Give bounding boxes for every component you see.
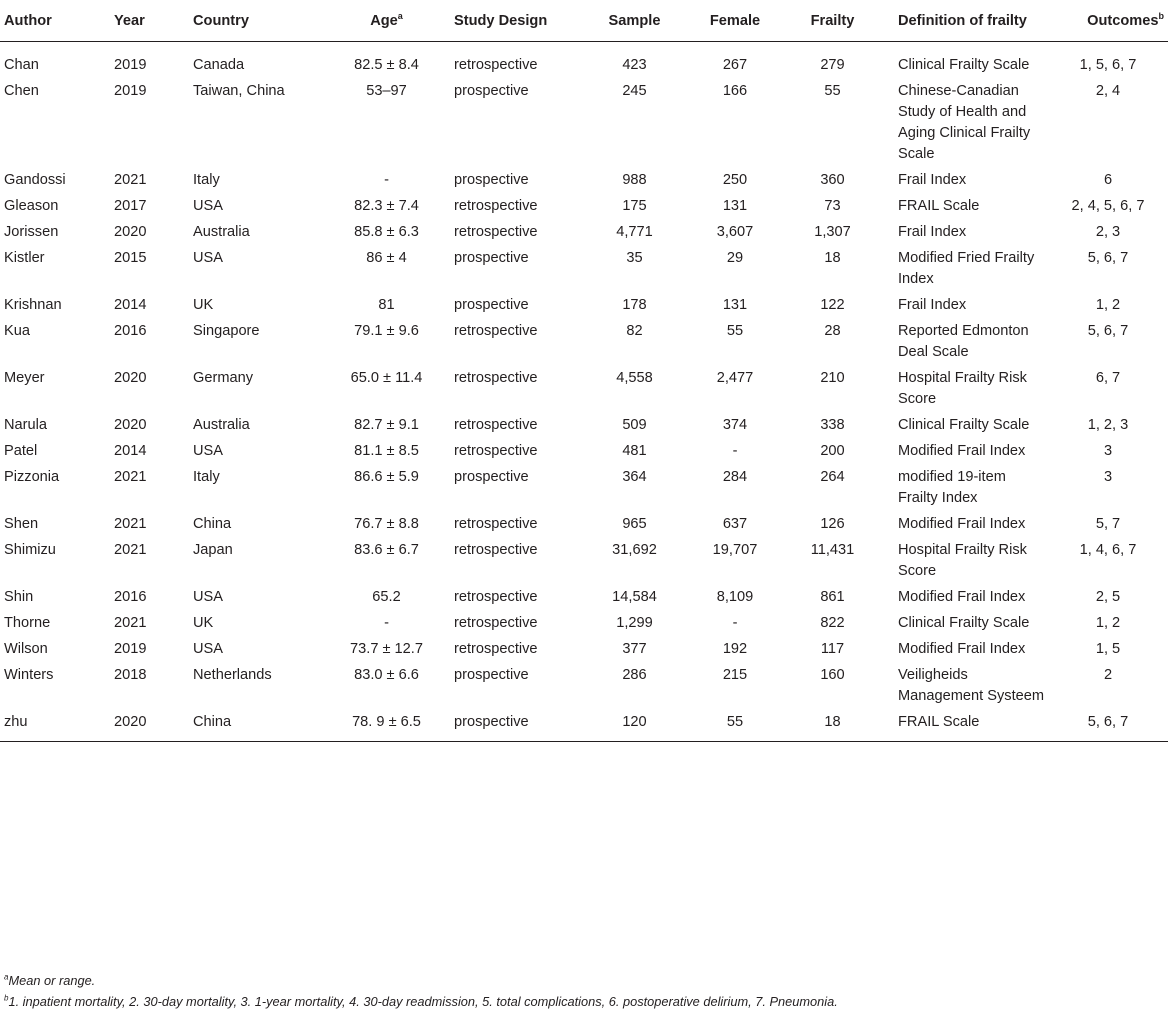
cell-year: 2018 [114, 667, 147, 683]
cell-age: - [384, 615, 389, 631]
cell-outcomes: 2, 3 [1095, 224, 1121, 240]
cell-study-design: retrospective [454, 443, 538, 459]
cell-outcomes: 2, 5 [1095, 589, 1121, 605]
cell-definition: Modified Frail Index [898, 641, 1026, 657]
cell-sample: 4,558 [616, 370, 653, 386]
cell-year: 2021 [114, 172, 147, 188]
cell-year: 2021 [114, 542, 147, 558]
cell-female: - [732, 615, 738, 631]
cell-frailty: 117 [820, 641, 845, 657]
cell-study-design: retrospective [454, 224, 538, 240]
header-definition: Definition of frailty [880, 0, 1048, 42]
cell-country: Japan [193, 542, 233, 558]
table-row [0, 410, 1168, 436]
cell-year: 2016 [114, 323, 147, 339]
cell-definition: Clinical Frailty Scale [898, 417, 1030, 433]
cell-definition: Reported Edmonton Deal Scale [898, 323, 1029, 360]
cell-outcomes: 5, 6, 7 [1087, 250, 1129, 266]
table-row [0, 42, 1168, 77]
cell-year: 2019 [114, 641, 147, 657]
cell-age: 83.0 ± 6.6 [354, 667, 419, 683]
table-row [0, 165, 1168, 191]
cell-sample: 364 [622, 469, 647, 485]
header-sample: Sample [584, 0, 685, 42]
cell-country: Italy [193, 469, 220, 485]
cell-author: Wilson [4, 641, 48, 657]
footnote-a [4, 970, 838, 991]
cell-study-design: prospective [454, 297, 529, 313]
cell-year: 2021 [114, 516, 147, 532]
cell-female: 250 [722, 172, 748, 188]
cell-age: 81 [378, 297, 395, 313]
cell-frailty: 73 [824, 198, 841, 214]
cell-year: 2021 [114, 469, 147, 485]
cell-author: Chen [4, 83, 39, 99]
cell-age: 86.6 ± 5.9 [354, 469, 419, 485]
cell-frailty: 279 [820, 57, 845, 73]
cell-frailty: 1,307 [814, 224, 851, 240]
cell-sample: 509 [622, 417, 647, 433]
cell-outcomes: 1, 5, 6, 7 [1079, 57, 1137, 73]
cell-country: Australia [193, 417, 250, 433]
cell-outcomes: 2 [1103, 667, 1113, 683]
cell-outcomes: 5, 6, 7 [1048, 707, 1168, 742]
table-row [0, 608, 1168, 634]
cell-sample: 4,771 [616, 224, 653, 240]
cell-definition: Frail Index [898, 297, 967, 313]
cell-female: 55 [726, 323, 744, 339]
cell-frailty: 210 [820, 370, 845, 386]
cell-female: 192 [722, 641, 748, 657]
cell-definition: Frail Index [898, 172, 967, 188]
cell-frailty: 55 [824, 83, 841, 99]
cell-age: 85.8 ± 6.3 [354, 224, 419, 240]
cell-age: 81.1 ± 8.5 [354, 443, 419, 459]
cell-country: USA [193, 641, 224, 657]
cell-author: Kua [4, 323, 30, 339]
cell-author: Shen [4, 516, 39, 532]
cell-study-design: retrospective [454, 323, 538, 339]
cell-study-design: retrospective [454, 370, 538, 386]
cell-outcomes: 6, 7 [1095, 370, 1121, 386]
cell-country: USA [193, 250, 224, 266]
table-row [0, 191, 1168, 217]
cell-sample: 175 [622, 198, 647, 214]
cell-sample: 423 [622, 57, 647, 73]
cell-outcomes: 6 [1103, 172, 1113, 188]
cell-author: zhu [0, 707, 114, 742]
cell-study-design: retrospective [454, 641, 538, 657]
cell-year: 2017 [114, 198, 147, 214]
cell-outcomes: 1, 2 [1095, 297, 1121, 313]
cell-age: 53–97 [366, 83, 407, 99]
cell-female: 215 [722, 667, 748, 683]
cell-age: 76.7 ± 8.8 [354, 516, 419, 532]
cell-author: Narula [4, 417, 47, 433]
cell-author: Chan [4, 57, 39, 73]
table-row [0, 76, 1168, 165]
cell-year: 2019 [114, 57, 147, 73]
cell-outcomes: 2, 4 [1095, 83, 1121, 99]
header-outcomes [1048, 0, 1168, 42]
cell-author: Thorne [4, 615, 51, 631]
cell-country: Italy [193, 172, 220, 188]
cell-female: 166 [722, 83, 748, 99]
cell-study-design: retrospective [454, 198, 538, 214]
cell-sample: 14,584 [612, 589, 657, 605]
header-frailty: Frailty [785, 0, 880, 42]
table-body [0, 42, 1168, 742]
cell-sample: 377 [622, 641, 647, 657]
cell-definition: Chinese-Canadian Study of Health and Aging Clinical Frailty Scale [898, 83, 1031, 162]
cell-country: UK [193, 615, 214, 631]
cell-author: Winters [4, 667, 54, 683]
cell-age: 78. 9 ± 6.5 [319, 707, 454, 742]
cell-age: 65.2 [372, 589, 401, 605]
cell-country: Netherlands [193, 667, 272, 683]
table-row [0, 634, 1168, 660]
cell-female: 8,109 [716, 589, 754, 605]
cell-definition: modified 19-item Frailty Index [898, 469, 1006, 506]
cell-age: - [384, 172, 389, 188]
cell-frailty: 28 [824, 323, 841, 339]
cell-frailty: 822 [820, 615, 845, 631]
table-row [0, 582, 1168, 608]
cell-country: China [193, 516, 232, 532]
cell-age: 82.7 ± 9.1 [354, 417, 419, 433]
cell-outcomes: 5, 7 [1095, 516, 1121, 532]
cell-country: USA [193, 589, 224, 605]
cell-definition: Clinical Frailty Scale [898, 615, 1030, 631]
cell-definition: Frail Index [898, 224, 967, 240]
cell-author: Kistler [4, 250, 45, 266]
table-row [0, 316, 1168, 363]
cell-sample: 481 [622, 443, 647, 459]
header-outcomes-label: Outcomes [1087, 13, 1159, 29]
cell-country: USA [193, 443, 224, 459]
cell-year: 2019 [114, 83, 147, 99]
cell-year: 2021 [114, 615, 147, 631]
cell-sample: 35 [626, 250, 643, 266]
cell-country: Australia [193, 224, 250, 240]
cell-frailty: 126 [820, 516, 845, 532]
table-row [0, 535, 1168, 582]
table-row [0, 509, 1168, 535]
cell-author: Jorissen [4, 224, 59, 240]
footnote-a-text: Mean or range. [8, 973, 96, 988]
cell-year: 2020 [114, 707, 193, 742]
cell-study-design: retrospective [454, 417, 538, 433]
cell-female: 284 [722, 469, 748, 485]
cell-female: 267 [722, 57, 748, 73]
cell-frailty: 18 [824, 250, 841, 266]
cell-year: 2016 [114, 589, 147, 605]
table-footnotes [4, 970, 838, 1012]
cell-country: Singapore [193, 323, 260, 339]
cell-outcomes: 2, 4, 5, 6, 7 [1071, 198, 1145, 214]
table-row [0, 243, 1168, 290]
header-country: Country [193, 0, 319, 42]
cell-sample: 965 [622, 516, 647, 532]
cell-year: 2014 [114, 443, 147, 459]
cell-outcomes: 3 [1103, 443, 1113, 459]
cell-sample: 120 [584, 707, 685, 742]
cell-study-design: prospective [454, 707, 584, 742]
cell-outcomes: 3 [1103, 469, 1113, 485]
cell-age: 73.7 ± 12.7 [350, 641, 423, 657]
cell-author: Patel [4, 443, 38, 459]
cell-sample: 31,692 [612, 542, 657, 558]
header-outcomes-footnote-mark: b [1158, 11, 1164, 22]
cell-frailty: 160 [820, 667, 845, 683]
cell-definition: Modified Fried Frailty Index [898, 250, 1035, 287]
cell-age: 82.5 ± 8.4 [354, 57, 419, 73]
cell-female: 19,707 [712, 542, 758, 558]
footnote-b-mark: b [4, 993, 9, 1003]
cell-sample: 988 [622, 172, 647, 188]
cell-female: 29 [726, 250, 744, 266]
cell-study-design: prospective [454, 667, 529, 683]
footnote-a-mark: a [4, 972, 9, 982]
cell-frailty: 200 [820, 443, 845, 459]
cell-female: 637 [722, 516, 748, 532]
cell-female: 55 [685, 707, 785, 742]
cell-author: Gleason [4, 198, 59, 214]
cell-year: 2015 [114, 250, 147, 266]
cell-year: 2014 [114, 297, 147, 313]
cell-definition: Veiligheids Management Systeem [898, 667, 1045, 704]
header-age [319, 0, 454, 42]
header-row [0, 0, 1168, 42]
cell-author: Meyer [4, 370, 45, 386]
cell-study-design: retrospective [454, 615, 538, 631]
cell-female: 2,477 [716, 370, 754, 386]
header-female: Female [685, 0, 785, 42]
cell-frailty: 360 [820, 172, 845, 188]
table-row [0, 707, 1168, 742]
header-age-label: Age [370, 13, 398, 29]
cell-female: 131 [722, 297, 748, 313]
cell-author: Gandossi [4, 172, 66, 188]
cell-sample: 178 [622, 297, 647, 313]
cell-frailty: 338 [820, 417, 845, 433]
footnote-b-text: 1. inpatient mortality, 2. 30-day mortality, 3. 1-year mortality, 4. 30-day readmission, 5. total complications, 6. postoperative delirium, 7. Pneumonia. [8, 994, 838, 1009]
cell-female: 374 [722, 417, 748, 433]
cell-age: 79.1 ± 9.6 [354, 323, 419, 339]
cell-year: 2020 [114, 370, 147, 386]
cell-outcomes: 1, 2 [1095, 615, 1121, 631]
cell-year: 2020 [114, 417, 147, 433]
cell-outcomes: 1, 4, 6, 7 [1079, 542, 1137, 558]
table-row [0, 290, 1168, 316]
cell-female: 3,607 [716, 224, 754, 240]
table-header [0, 0, 1168, 42]
cell-author: Shimizu [4, 542, 56, 558]
cell-frailty: 18 [785, 707, 880, 742]
cell-definition: Hospital Frailty Risk Score [898, 370, 1027, 407]
cell-sample: 82 [626, 323, 643, 339]
cell-study-design: retrospective [454, 542, 538, 558]
cell-country: Taiwan, China [193, 83, 285, 99]
cell-country: USA [193, 198, 224, 214]
cell-country: China [193, 707, 319, 742]
cell-study-design: retrospective [454, 57, 538, 73]
cell-frailty: 264 [820, 469, 845, 485]
cell-outcomes: 1, 5 [1095, 641, 1121, 657]
cell-age: 82.3 ± 7.4 [354, 198, 419, 214]
cell-definition: Clinical Frailty Scale [898, 57, 1030, 73]
table-row [0, 363, 1168, 410]
table-row [0, 462, 1168, 509]
cell-country: UK [193, 297, 214, 313]
cell-age: 83.6 ± 6.7 [354, 542, 419, 558]
table-row [0, 217, 1168, 243]
cell-definition: Modified Frail Index [898, 589, 1026, 605]
header-year: Year [114, 0, 193, 42]
cell-year: 2020 [114, 224, 147, 240]
header-age-footnote-mark: a [397, 11, 403, 22]
cell-study-design: prospective [454, 172, 529, 188]
cell-outcomes: 1, 2, 3 [1087, 417, 1129, 433]
cell-age: 65.0 ± 11.4 [350, 370, 423, 386]
cell-study-design: prospective [454, 469, 529, 485]
table-row [0, 660, 1168, 707]
cell-age: 86 ± 4 [366, 250, 407, 266]
cell-definition: Modified Frail Index [898, 443, 1026, 459]
cell-study-design: prospective [454, 83, 529, 99]
cell-definition: FRAIL Scale [898, 198, 980, 214]
cell-frailty: 122 [820, 297, 845, 313]
cell-sample: 245 [622, 83, 647, 99]
footnote-b [4, 991, 838, 1012]
cell-author: Krishnan [4, 297, 62, 313]
cell-study-design: prospective [454, 250, 529, 266]
cell-female: - [732, 443, 738, 459]
cell-country: Canada [193, 57, 245, 73]
cell-female: 131 [722, 198, 748, 214]
cell-author: Pizzonia [4, 469, 60, 485]
cell-sample: 286 [622, 667, 647, 683]
cell-definition: Modified Frail Index [898, 516, 1026, 532]
table-row [0, 436, 1168, 462]
cell-study-design: retrospective [454, 589, 538, 605]
cell-frailty: 861 [820, 589, 845, 605]
header-study-design: Study Design [454, 0, 584, 42]
cell-outcomes: 5, 6, 7 [1087, 323, 1129, 339]
cell-author: Shin [4, 589, 34, 605]
cell-sample: 1,299 [616, 615, 653, 631]
header-author: Author [0, 0, 114, 42]
cell-definition: Hospital Frailty Risk Score [898, 542, 1027, 579]
cell-country: Germany [193, 370, 254, 386]
cell-frailty: 11,431 [810, 542, 855, 558]
cell-study-design: retrospective [454, 516, 538, 532]
cell-definition: FRAIL Scale [880, 707, 1048, 742]
